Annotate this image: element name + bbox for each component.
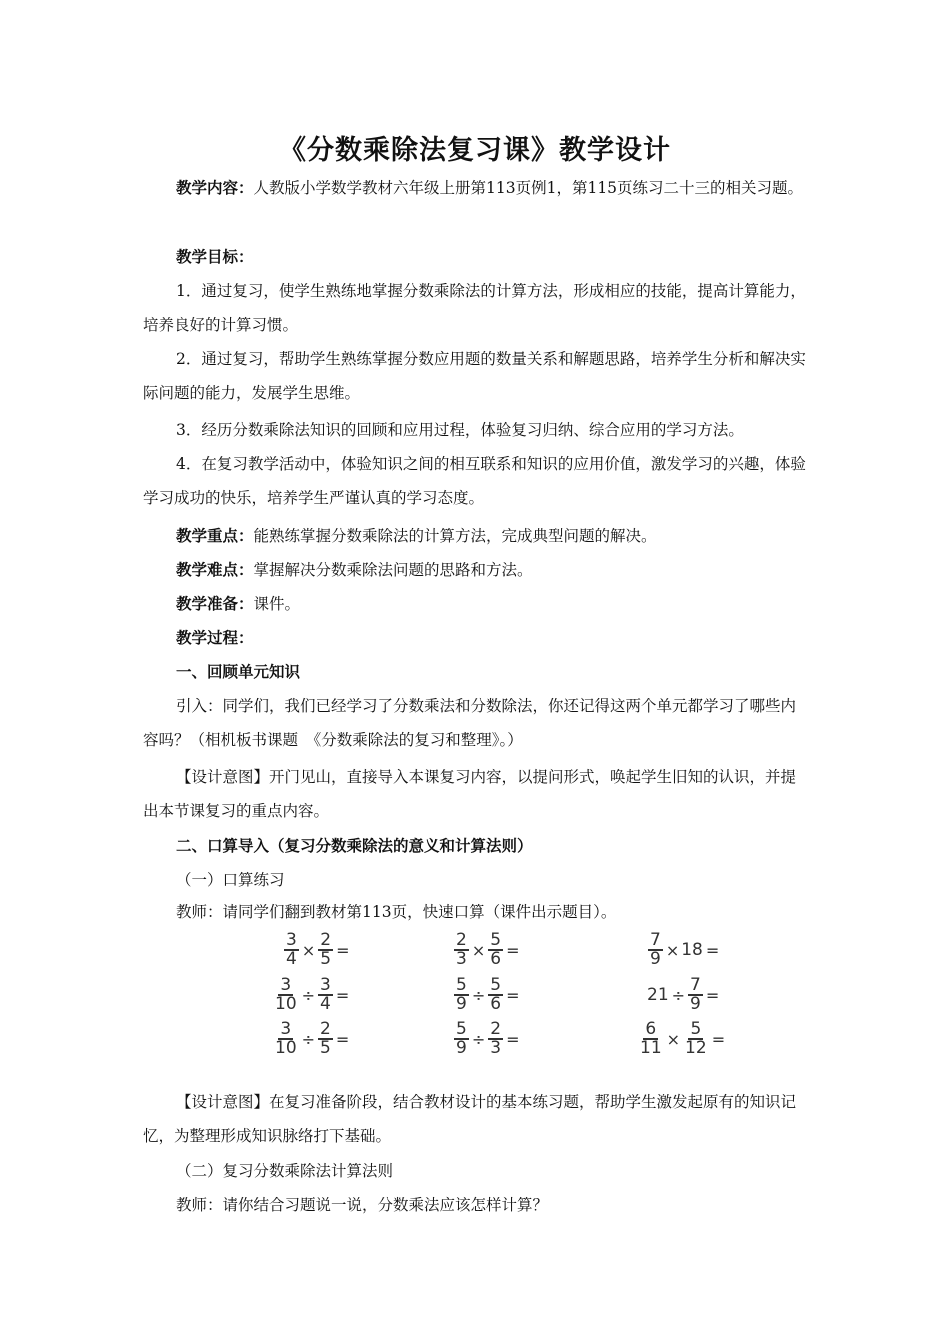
goal-item-2: 2．通过复习，帮助学生熟练掌握分数应用题的数量关系和解题思路，培养学生分析和解决实际问题的能力，发展学生思维。 [143, 350, 806, 402]
fraction: $\frac{7}{9}$ [690, 975, 701, 1014]
fraction: $\frac{6}{11}$ [640, 1019, 662, 1058]
exercise-2: $\frac{2}{3}$ × $\frac{5}{6}$ = [456, 930, 520, 969]
fraction: $\frac{3}{4}$ [320, 975, 331, 1014]
page-title: 《分数乘除法复习课》教学设计 [279, 135, 671, 166]
difficulty-label: 教学难点： [176, 561, 254, 579]
fraction: $\frac{5}{9}$ [456, 1019, 467, 1058]
section2-heading: 二、口算导入（复习分数乘除法的意义和计算法则） [176, 837, 533, 855]
fraction: $\frac{3}{10}$ [275, 1019, 297, 1058]
exercise-5: $\frac{5}{9}$ ÷ $\frac{5}{6}$ = [456, 975, 520, 1014]
teaching-content [143, 171, 811, 205]
fraction: $\frac{3}{10}$ [275, 975, 297, 1014]
fraction: $\frac{2}{5}$ [320, 930, 332, 969]
exercise-7: $\frac{3}{10}$ ÷ $\frac{2}{5}$ = [275, 1019, 350, 1058]
teaching-content-text: 人教版小学数学教材六年级上册第113页例1，第115页练习二十三的相关习题。 [253, 179, 804, 197]
design-intent-text: 开门见山，直接导入本课复习内容，以提问形式，唤起学生旧知的认识，并提出本节课复习的重点内容。 [143, 768, 797, 820]
design-intent-text: 在复习准备阶段，结合教材设计的基本练习题，帮助学生激发起原有的知识记忆，为整理形成知识脉络打下基础。 [143, 1093, 797, 1145]
preparation-text: 课件。 [253, 595, 301, 613]
section1-design-intent [143, 760, 811, 828]
fraction: $\frac{2}{5}$ [320, 1019, 331, 1058]
goal-item-3: 3．经历分数乘除法知识的回顾和应用过程，体验复习归纳、综合应用的学习方法。 [176, 421, 744, 439]
section2-design-intent [143, 1085, 811, 1153]
preparation-label: 教学准备： [176, 595, 254, 613]
fraction: $\frac{5}{6}$ [490, 975, 502, 1014]
exercise-8: $\frac{5}{9}$ ÷ $\frac{2}{3}$ = [456, 1019, 520, 1058]
section1-heading: 一、回顾单元知识 [176, 663, 301, 681]
section2-sub2: （二）复习分数乘除法计算法则 [176, 1162, 394, 1180]
fraction: $\frac{7}{9}$ [650, 930, 661, 969]
goal-item-4: 4．在复习教学活动中，体验知识之间的相互联系和知识的应用价值，激发学习的兴趣，体验学习成功的快乐，培养学生严谨认真的学习态度。 [143, 455, 806, 507]
teaching-content-label: 教学内容： [176, 179, 254, 197]
difficulty [143, 553, 811, 587]
section2-sub1: （一）口算练习 [176, 871, 285, 889]
exercise-9: $\frac{6}{11}$ × $\frac{5}{12}$ = [640, 1019, 726, 1058]
fraction: $\frac{5}{6}$ [490, 930, 502, 969]
key-point-label: 教学重点： [176, 527, 254, 545]
exercise-4: $\frac{3}{10}$ ÷ $\frac{3}{4}$ = [275, 975, 350, 1014]
section1-intro: 引入：同学们，我们已经学习了分数乘法和分数除法，你还记得这两个单元都学习了哪些内容吗？（相机板书课题 《分数乘除法的复习和整理》。） [143, 697, 797, 749]
design-intent-label: 【设计意图】 [176, 1093, 270, 1111]
section2-teacher2: 教师：请你结合习题说一说，分数乘法应该怎样计算？ [176, 1196, 549, 1214]
exercise-6: 21 ÷ $\frac{7}{9}$ = [647, 975, 720, 1014]
design-intent-label: 【设计意图】 [176, 768, 270, 786]
oral-calculation-exercises [250, 925, 750, 1060]
fraction: $\frac{5}{12}$ [685, 1019, 707, 1058]
fraction: $\frac{2}{3}$ [456, 930, 467, 969]
exercise-3: $\frac{7}{9}$ × 18 = [650, 930, 720, 969]
fraction: $\frac{2}{3}$ [490, 1019, 502, 1058]
key-point-text: 能熟练掌握分数乘除法的计算方法，完成典型问题的解决。 [253, 527, 657, 545]
goal-item-1: 1．通过复习，使学生熟练地掌握分数乘除法的计算方法，形成相应的技能，提高计算能力，培养良好的计算习惯。 [143, 282, 806, 334]
process-label: 教学过程： [176, 629, 254, 647]
difficulty-text: 掌握解决分数乘除法问题的思路和方法。 [253, 561, 533, 579]
exercise-1: $\frac{3}{4}$ × $\frac{2}{5}$ = [286, 930, 350, 969]
goals-label: 教学目标： [176, 248, 254, 266]
section2-teacher1: 教师：请同学们翻到教材第113页，快速口算（课件出示题目）。 [176, 903, 617, 921]
preparation [143, 587, 811, 621]
fraction: $\frac{3}{4}$ [286, 930, 297, 969]
fraction: $\frac{5}{9}$ [456, 975, 467, 1014]
key-point [143, 519, 811, 553]
